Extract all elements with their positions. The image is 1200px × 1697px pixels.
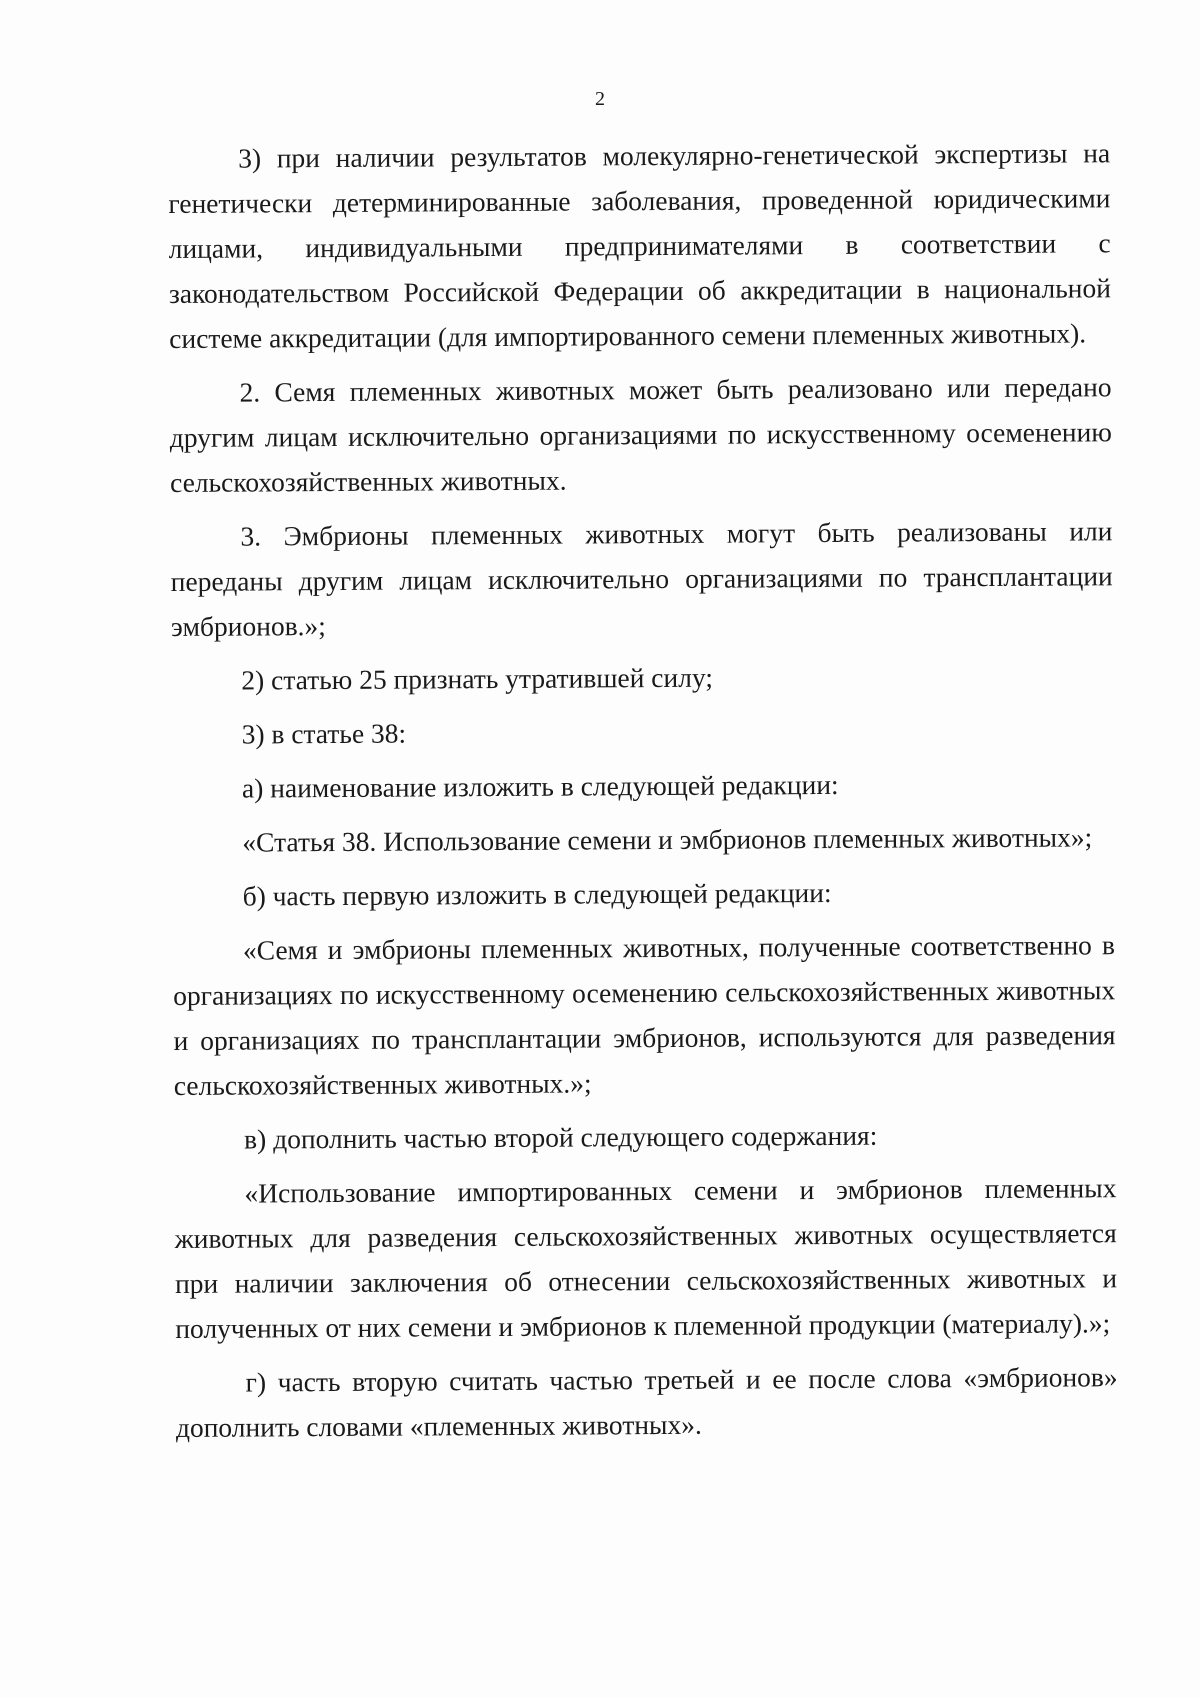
paragraph-item-a: а) наименование изложить в следующей редакции: <box>241 768 839 804</box>
document-body <box>168 130 1118 1459</box>
paragraph-item-3-expertise: 3) при наличии результатов молекулярно-генетической экспертизы на генетически детерминированные заболевания, проведенной юридическими лицами, индивидуальными предпринимателями в соответствии с законодательством Российской Федерации об аккредитации в национальной системе аккредитации (для импортированного семени племенных животных). <box>168 137 1112 354</box>
paragraph-item-v: в) дополнить частью второй следующего содержания: <box>244 1119 878 1155</box>
page-number: 2 <box>595 88 605 110</box>
paragraph-item-g: г) часть вторую считать частью третьей и ее после слова «эмбрионов» дополнить словами «племенных животных». <box>175 1361 1118 1443</box>
paragraph-article-25: 2) статью 25 признать утратившей силу; <box>241 661 714 696</box>
paragraph-article-38-title: «Статья 38. Использование семени и эмбрионов племенных животных»; <box>242 821 1093 858</box>
paragraph-article-38: 3) в статье 38: <box>241 717 407 750</box>
paragraph-part-two-text: «Использование импортированных семени и эмбрионов племенных животных для разведения сельскохозяйственных животных осуществляется при наличии заключения об отнесении сельскохозяйственных животных и полученных от них семени и эмбрионов к племенной продукции (материалу).»; <box>174 1172 1118 1344</box>
paragraph-part-one-text: «Семя и эмбрионы племенных животных, полученные соответственно в организациях по искусственному осеменению сельскохозяйственных животных и организациях по трансплантации эмбрионов, используются для разведения сельскохозяйственных животных.»; <box>173 929 1116 1101</box>
paragraph-item-b: б) часть первую изложить в следующей редакции: <box>242 876 832 912</box>
paragraph-semen-sale: 2. Семя племенных животных может быть реализовано или передано другим лицам исключительно организациями по искусственному осеменению сельскохозяйственных животных. <box>169 371 1112 498</box>
paragraph-embryo-sale: 3. Эмбрионы племенных животных могут быть реализованы или переданы другим лицам исключительно организациями по трансплантации эмбрионов.»; <box>170 515 1113 642</box>
